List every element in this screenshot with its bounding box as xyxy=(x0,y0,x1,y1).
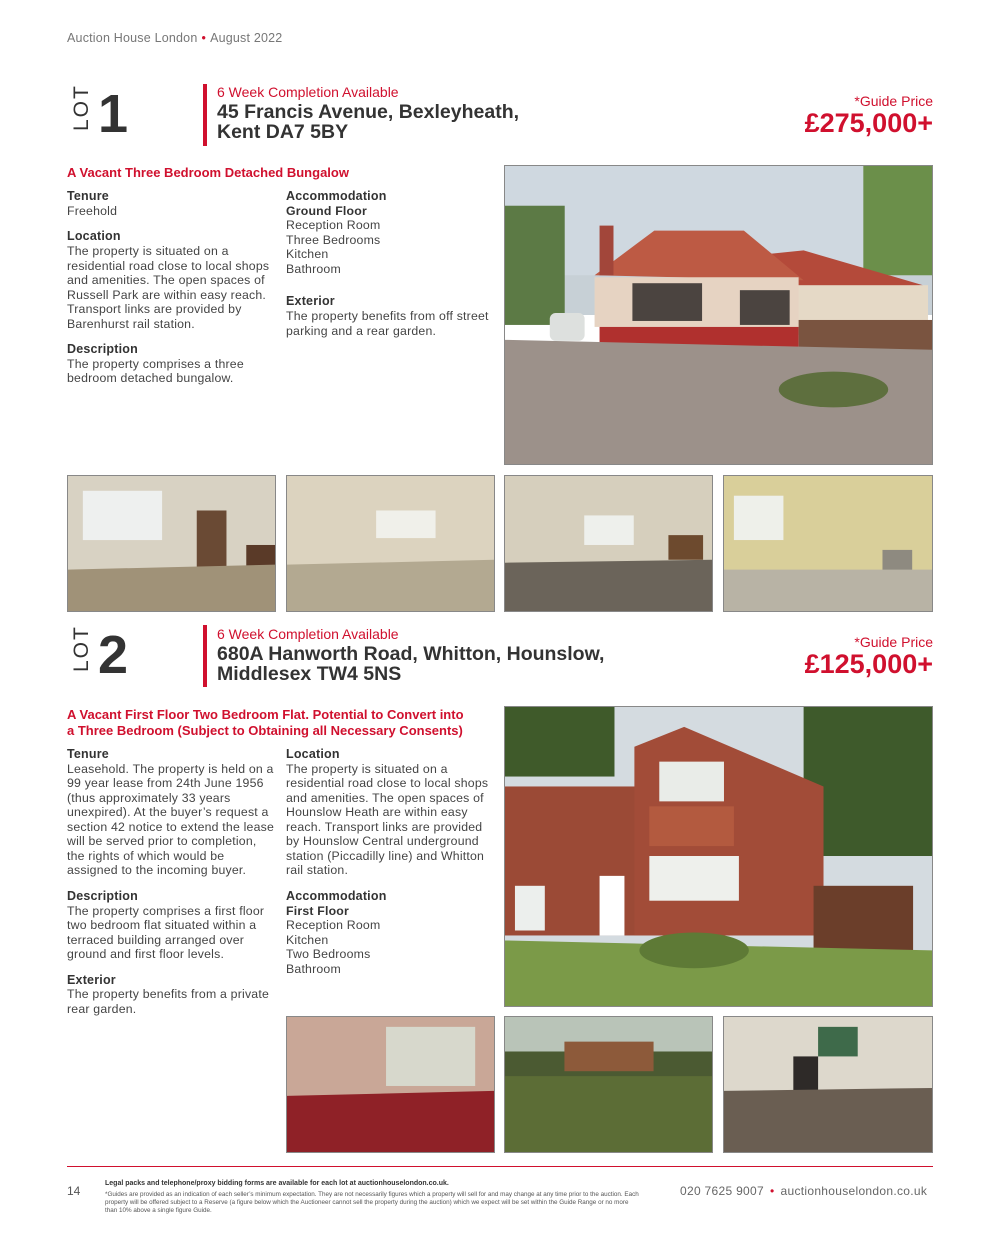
exterior-section xyxy=(67,973,277,1017)
lot-number: 2 xyxy=(98,625,129,685)
guide-price: £125,000+ xyxy=(804,649,933,679)
section-text: The property is situated on a residential road close to local shops and amenities. The open spaces of Hounslow Heath are within easy reach. Transport links are provided by Hounslow Central underground station (Piccadilly line) and Whitton rail station. xyxy=(286,761,489,878)
room-item: Three Bedrooms xyxy=(286,232,381,247)
section-heading: Exterior xyxy=(67,972,116,987)
interior-photo xyxy=(286,1016,495,1153)
lot-details-right xyxy=(286,189,491,338)
room-item: Two Bedrooms xyxy=(286,947,371,961)
website-link[interactable]: auctionhouselondon.co.uk xyxy=(780,1184,928,1198)
property-address xyxy=(217,102,519,143)
accommodation-heading: Accommodation xyxy=(286,888,387,903)
interior-photo xyxy=(504,475,713,612)
section-heading: Tenure xyxy=(67,747,109,761)
lot-divider xyxy=(203,84,207,146)
page-header xyxy=(67,31,282,45)
tenure-section xyxy=(67,189,277,218)
section-text: The property is situated on a residential road close to local shops and amenities. The open spaces of Russell Park are within easy reach. Transport links are provided by Barenhurst rail station. xyxy=(67,244,270,331)
room-item: Bathroom xyxy=(286,961,341,976)
room-item: Bathroom xyxy=(286,261,341,276)
address-line-1: 45 Francis Avenue, Bexleyheath, xyxy=(217,101,520,123)
room-item: Kitchen xyxy=(286,932,329,947)
guide-price-label: *Guide Price xyxy=(854,634,933,650)
location-section xyxy=(67,229,277,331)
footer-divider xyxy=(67,1166,933,1167)
floor-label: First Floor xyxy=(286,903,349,918)
lot-details-left xyxy=(67,189,277,397)
section-heading: Tenure xyxy=(67,189,109,203)
exterior-text: The property benefits from off street parking and a rear garden. xyxy=(286,309,489,338)
section-heading: Location xyxy=(67,229,121,244)
section-text: The property comprises a three bedroom detached bungalow. xyxy=(67,356,244,386)
lot-divider xyxy=(203,625,207,687)
legal-notice: Legal packs and telephone/proxy bidding forms are available for each lot at auctionhouselondon.co.uk. xyxy=(105,1180,449,1187)
section-text: Leasehold. The property is held on a 99 year lease from 24th June 1956 (thus approximately 33 years unexpired). At the buyer’s request a section 42 notice to extend the lease will be served prior to completion, the rights of which would be assigned to the incoming buyer. xyxy=(67,761,275,878)
lot-number: 1 xyxy=(98,84,129,144)
guide-price-label: *Guide Price xyxy=(854,93,933,109)
lot-details-right xyxy=(286,747,496,976)
phone-number[interactable]: 020 7625 9007 xyxy=(680,1184,764,1198)
address-line-1: 680A Hanworth Road, Whitton, Hounslow, xyxy=(217,643,605,665)
lot-details-left xyxy=(67,747,277,1027)
accommodation-heading: Accommodation xyxy=(286,189,387,203)
property-main-photo xyxy=(504,706,933,1007)
separator-dot: • xyxy=(201,31,207,45)
floor-label: Ground Floor xyxy=(286,203,367,218)
address-line-2: Middlesex TW4 5NS xyxy=(217,663,402,686)
description-section xyxy=(67,889,277,962)
brand-name: Auction House London xyxy=(67,31,198,45)
section-heading: Description xyxy=(67,888,138,903)
subtitle-line-1: A Vacant First Floor Two Bedroom Flat. Potential to Convert into xyxy=(67,707,464,722)
lot-subtitle xyxy=(67,707,464,740)
interior-photo xyxy=(286,475,495,612)
subtitle-line-2: a Three Bedroom (Subject to Obtaining all Necessary Consents) xyxy=(67,723,463,739)
section-heading: Description xyxy=(67,342,138,356)
page-number: 14 xyxy=(67,1184,81,1198)
property-address xyxy=(217,644,604,685)
lot-label: LOT xyxy=(70,625,93,672)
room-item: Reception Room xyxy=(286,918,381,932)
section-heading: Location xyxy=(286,747,340,761)
section-text: Freehold xyxy=(67,203,118,218)
guide-disclaimer: *Guides are provided as an indication of each seller’s minimum expectation. They are not necessarily figures which a property will sell for and may change at any time prior to the auction. Each property will be offered subject to a Reserve (a figure below which the Auctioneer cannot sell the property during the auction) which we expect will be set within the Guide Range or no more than 10% above a single figure Guide. xyxy=(105,1191,639,1214)
lot-label: LOT xyxy=(70,84,93,131)
exterior-heading: Exterior xyxy=(286,294,335,309)
location-section xyxy=(286,747,496,878)
interior-photo xyxy=(723,1016,933,1153)
section-text: The property comprises a first floor two bedroom flat situated within a terraced building arranged over ground and first floor levels. xyxy=(67,903,265,961)
garden-photo xyxy=(504,1016,713,1153)
guide-price: £275,000+ xyxy=(804,108,933,138)
description-section xyxy=(67,342,277,386)
separator-dot: • xyxy=(769,1184,775,1198)
contact-info xyxy=(680,1184,927,1198)
address-line-2: Kent DA7 5BY xyxy=(217,121,349,144)
completion-note: 6 Week Completion Available xyxy=(217,84,399,100)
issue-date: August 2022 xyxy=(210,31,283,45)
lot-subtitle: A Vacant Three Bedroom Detached Bungalow xyxy=(67,165,349,180)
property-main-photo xyxy=(504,165,933,465)
section-text: The property benefits from a private rear garden. xyxy=(67,987,269,1016)
interior-photo xyxy=(723,475,933,612)
completion-note: 6 Week Completion Available xyxy=(217,626,399,642)
room-item: Reception Room xyxy=(286,218,381,233)
room-item: Kitchen xyxy=(286,247,329,262)
tenure-section xyxy=(67,747,277,878)
interior-photo xyxy=(67,475,276,612)
